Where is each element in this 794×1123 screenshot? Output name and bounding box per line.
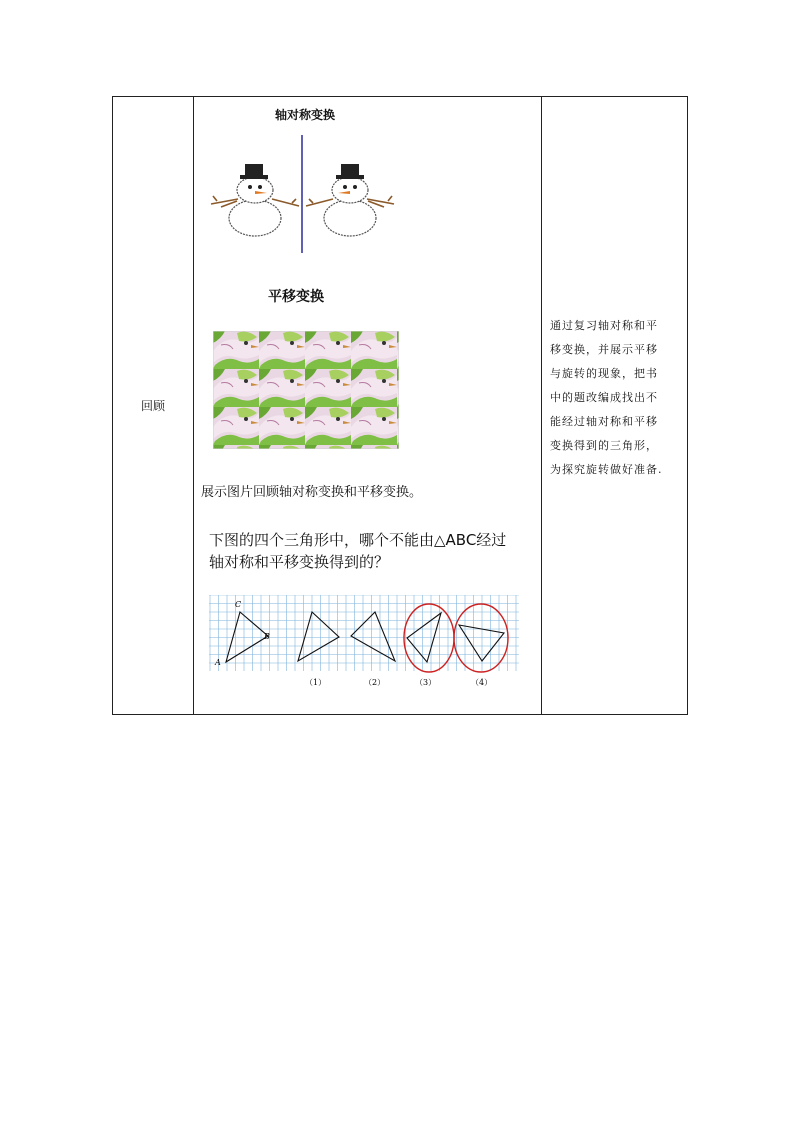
figure-label-3: （3） [415,678,437,687]
row-label: 回顾 [140,399,165,413]
right-snowman [306,164,394,236]
note-line: 通过复习轴对称和平 [550,319,658,332]
grid-lines [209,595,519,671]
vertex-label-c: C [235,600,242,609]
figure-label-2: （2） [364,678,386,687]
column-divider [193,97,194,714]
question-line-1: 下图的四个三角形中，哪个不能由△ABC经过 [209,531,507,549]
lesson-table [112,96,688,715]
figure-label-4: （4） [471,678,493,687]
figure-label-1: （1） [305,678,327,687]
triangle-grid-figure [209,595,521,693]
translation-title: 平移变换 [268,289,324,305]
bird-tessellation-picture [213,331,399,449]
axis-symmetry-title: 轴对称变换 [275,108,336,122]
snowmen-picture [207,133,407,255]
vertex-label-b: B [264,632,270,641]
triangle-4 [459,625,504,661]
description-text: 展示图片回顾轴对称变换和平移变换。 [201,485,423,500]
left-snowman [211,164,299,236]
question-text [209,529,539,573]
note-line: 为探究旋转做好准备. [550,463,663,476]
triangle-1 [298,612,339,661]
note-line: 能经过轴对称和平移 [550,415,658,428]
vertex-label-a: A [215,658,221,667]
teaching-note [550,314,686,482]
note-line: 与旋转的现象，把书 [550,367,658,380]
circle-mark-3 [404,604,454,672]
note-line: 变换得到的三角形， [550,439,658,452]
column-divider [541,97,542,714]
note-line: 中的题改编成找出不 [550,391,658,404]
note-line: 移变换，并展示平移 [550,343,658,356]
question-line-2: 轴对称和平移变换得到的？ [209,553,390,571]
